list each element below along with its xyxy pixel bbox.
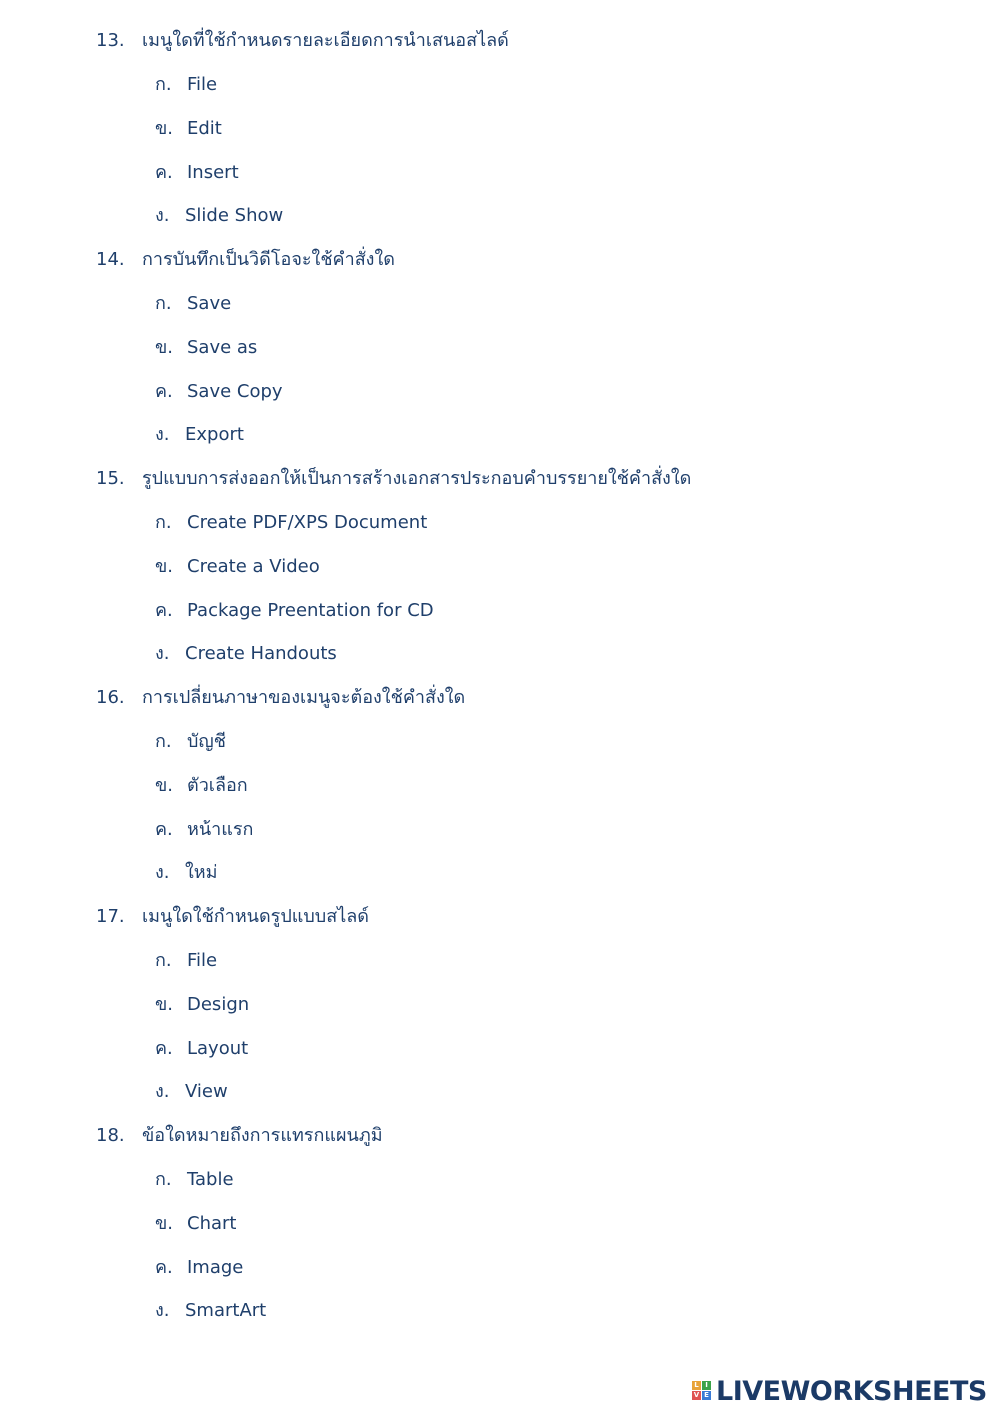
- question-line: [96, 1121, 383, 1151]
- question-number: 13.: [96, 30, 125, 51]
- choice-option[interactable]: [155, 508, 427, 538]
- choice-letter: ก.: [155, 512, 172, 533]
- choice-text: Design: [187, 994, 250, 1015]
- choice-text: Export: [185, 424, 244, 445]
- choice-text: Chart: [187, 1213, 237, 1234]
- choice-letter: ค.: [155, 1038, 173, 1059]
- choice-text: Table: [187, 1169, 234, 1190]
- choice-letter: ง.: [155, 1300, 170, 1321]
- choice-option[interactable]: [155, 1034, 248, 1064]
- choice-option[interactable]: [155, 552, 320, 582]
- choice-text: Package Preentation for CD: [187, 600, 434, 621]
- logo-tile: E: [702, 1391, 711, 1400]
- question-text: เมนูใดที่ใช้กำหนดรายละเอียดการนำเสนอสไลด์: [142, 30, 509, 51]
- choice-letter: ข.: [155, 118, 174, 139]
- choice-text: Layout: [187, 1038, 249, 1059]
- choice-letter: ค.: [155, 600, 173, 621]
- choice-letter: ง.: [155, 1081, 170, 1102]
- choice-option[interactable]: [155, 639, 337, 669]
- question-text: เมนูใดใช้กำหนดรูปแบบสไลด์: [142, 906, 369, 927]
- choice-text: ใหม่: [185, 862, 218, 883]
- question-line: [96, 26, 509, 56]
- choice-option[interactable]: [155, 1165, 234, 1195]
- choice-option[interactable]: [155, 114, 222, 144]
- question-text: รูปแบบการส่งออกให้เป็นการสร้างเอกสารประกอบคำบรรยายใช้คำสั่งใด: [142, 468, 692, 489]
- choice-option[interactable]: [155, 946, 217, 976]
- choice-text: Create a Video: [187, 556, 320, 577]
- question-line: [96, 464, 691, 494]
- choice-text: Insert: [187, 162, 239, 183]
- choice-option[interactable]: [155, 333, 257, 363]
- choice-text: Slide Show: [185, 205, 284, 226]
- choice-letter: ก.: [155, 731, 172, 752]
- choice-letter: ข.: [155, 994, 174, 1015]
- logo-tile: L: [692, 1381, 701, 1390]
- question-line: [96, 683, 465, 713]
- choice-text: Create PDF/XPS Document: [187, 512, 428, 533]
- choice-text: Save Copy: [187, 381, 283, 402]
- choice-text: Save: [187, 293, 232, 314]
- choice-letter: ค.: [155, 162, 173, 183]
- choice-letter: ก.: [155, 950, 172, 971]
- choice-option[interactable]: [155, 201, 283, 231]
- choice-option[interactable]: [155, 596, 434, 626]
- choice-letter: ข.: [155, 775, 174, 796]
- choice-option[interactable]: [155, 289, 231, 319]
- choice-option[interactable]: [155, 990, 249, 1020]
- question-number: 17.: [96, 906, 125, 927]
- choice-letter: ง.: [155, 205, 170, 226]
- choice-option[interactable]: [155, 1077, 228, 1107]
- logo-text: LIVEWORKSHEETS: [716, 1375, 987, 1407]
- question-text: การบันทึกเป็นวิดีโอจะใช้คำสั่งใด: [142, 249, 395, 270]
- question-number: 16.: [96, 687, 125, 708]
- choice-option[interactable]: [155, 70, 217, 100]
- choice-letter: ง.: [155, 862, 170, 883]
- choice-option[interactable]: [155, 858, 218, 888]
- choice-letter: ข.: [155, 1213, 174, 1234]
- choice-text: ตัวเลือก: [187, 775, 248, 796]
- choice-text: หน้าแรก: [187, 819, 254, 840]
- choice-letter: ง.: [155, 643, 170, 664]
- choice-text: File: [187, 74, 218, 95]
- choice-option[interactable]: [155, 1209, 236, 1239]
- choice-letter: ค.: [155, 381, 173, 402]
- logo-mark-icon: [692, 1381, 712, 1401]
- question-number: 15.: [96, 468, 125, 489]
- question-number: 18.: [96, 1125, 125, 1146]
- choice-text: Edit: [187, 118, 222, 139]
- choice-option[interactable]: [155, 377, 283, 407]
- choice-option[interactable]: [155, 771, 248, 801]
- choice-option[interactable]: [155, 158, 239, 188]
- choice-letter: ก.: [155, 1169, 172, 1190]
- choice-letter: ค.: [155, 1257, 173, 1278]
- question-text: การเปลี่ยนภาษาของเมนูจะต้องใช้คำสั่งใด: [142, 687, 466, 708]
- choice-text: Create Handouts: [185, 643, 337, 664]
- choice-option[interactable]: [155, 727, 226, 757]
- choice-letter: ข.: [155, 337, 174, 358]
- question-line: [96, 902, 369, 932]
- choice-text: File: [187, 950, 218, 971]
- question-line: [96, 245, 395, 275]
- choice-text: Save as: [187, 337, 258, 358]
- choice-option[interactable]: [155, 1253, 243, 1283]
- choice-letter: ก.: [155, 293, 172, 314]
- liveworksheets-logo: [692, 1376, 987, 1406]
- choice-letter: ง.: [155, 424, 170, 445]
- choice-text: บัญชี: [187, 731, 226, 752]
- choice-letter: ค.: [155, 819, 173, 840]
- question-number: 14.: [96, 249, 125, 270]
- choice-letter: ก.: [155, 74, 172, 95]
- logo-tile: I: [702, 1381, 711, 1390]
- choice-option[interactable]: [155, 420, 244, 450]
- question-text: ข้อใดหมายถึงการแทรกแผนภูมิ: [142, 1125, 383, 1146]
- choice-text: View: [185, 1081, 228, 1102]
- choice-letter: ข.: [155, 556, 174, 577]
- choice-text: SmartArt: [185, 1300, 267, 1321]
- choice-option[interactable]: [155, 1296, 266, 1326]
- choice-option[interactable]: [155, 815, 253, 845]
- choice-text: Image: [187, 1257, 244, 1278]
- logo-tile: V: [693, 1391, 700, 1399]
